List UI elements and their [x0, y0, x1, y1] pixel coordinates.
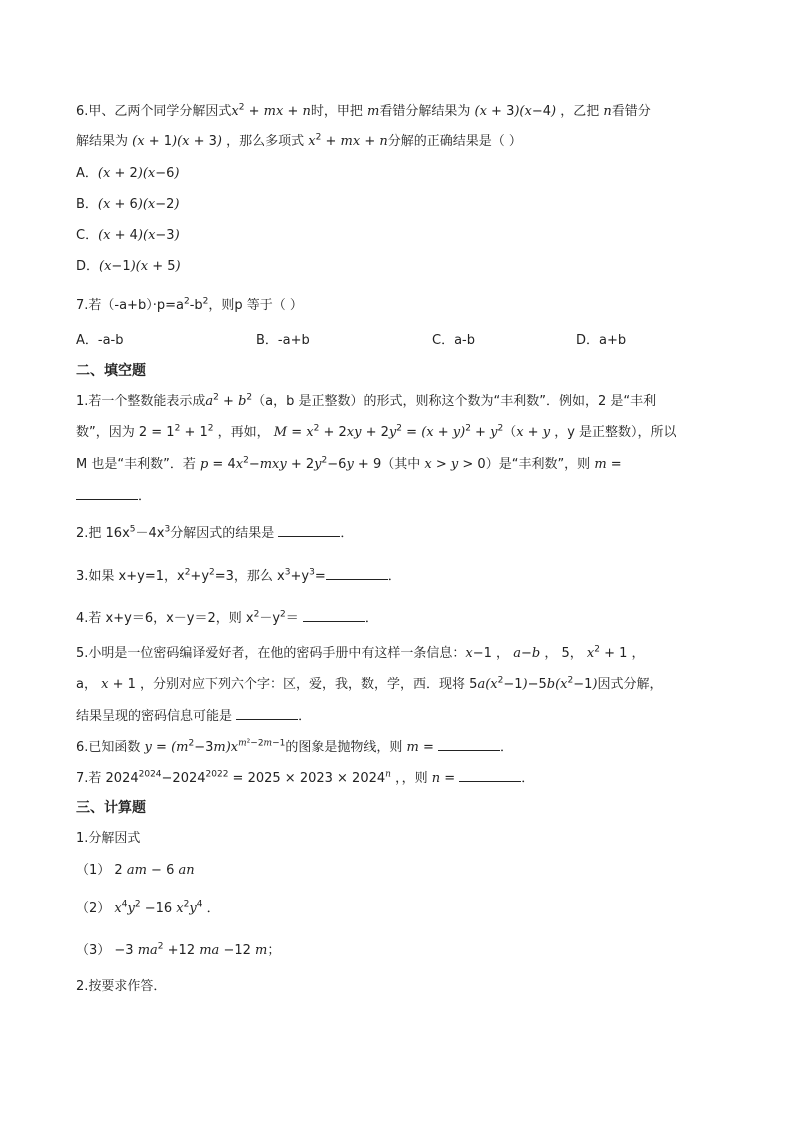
- s2-q1-line4: ．: [76, 486, 151, 507]
- answer-blank[interactable]: [303, 608, 365, 622]
- answer-blank[interactable]: [459, 768, 521, 782]
- s2-q3: 3.如果 x+y=1，$x^2+y^2=3$，那么 $x^3+y^3=$ ．: [76, 567, 401, 584]
- s3-q2: 2.按要求作答．: [76, 979, 167, 994]
- s3-q1-item2: （2） $x^4y^2 -16$ $x^2y^4$ ．: [76, 899, 220, 916]
- s2-q7: 7.若 $2024^{2024}-2024^{2022} = 2025 \times 2023 \times 2024^n$ ，，则 n = ．: [76, 769, 535, 786]
- s2-q1-line2: 数”，因为 $2 = 1^2 + 1^2$ ，再如， $M = x^2 + 2xy + 2y^2 = (x + y)^2 + y^2(x + y$ ，y 是正整数），所以: [76, 423, 677, 440]
- s2-q1-line1: 1.若一个整数能表示成$a^2 + b^2(a$，b 是正整数）的形式，则称这个数为“丰利数”．例如，2 是“丰利: [76, 392, 657, 409]
- q6-line1: 6.甲、乙两个同学分解因式$x^2$ + mx + n时，甲把 m看错分解结果为 (x + 3)(x−4) ，乙把 n看错分: [76, 102, 651, 119]
- s2-q6: 6.已知函数 $y = (m^2-3m)x^{m^2-2m-1}$的图象是抛物线，则 m = ．: [76, 738, 514, 755]
- q7-stem: 7.若$(-a+b)\cdot p=a^2-b^2$，则p 等于（ ）: [76, 296, 303, 313]
- s2-q1-line3: M 也是“丰利数”．若 $p = 4x^2-mxy + 2y^2-6y + 9$（其中 x > y > 0）是“丰利数”，则 m =: [76, 455, 622, 472]
- s2-q2: 2.把 $16x^5-4x^3$分解因式的结果是 ．: [76, 524, 354, 541]
- s2-q5-line3: 结果呈现的密码信息可能是 ．: [76, 706, 311, 727]
- answer-blank[interactable]: [438, 737, 500, 751]
- s3-q1-item1: （1） 2 am − 6 an: [76, 863, 195, 878]
- s2-q5-line2: a， x + 1 ，分别对应下列六个字：区，爱，我，数，学，西．现将 $5a(x^2-1)-5b(x^2-1)$因式分解，: [76, 675, 663, 692]
- q6-option-c: C．(x + 4)(x−3): [76, 228, 180, 243]
- answer-blank[interactable]: [278, 523, 340, 537]
- s2-q5-line1: 5.小明是一位密码编译爱好者，在他的密码手册中有这样一条信息：x−1 ， a−b ， 5， $x^2 + 1$ ，: [76, 644, 645, 661]
- s2-q4: 4.若 x+y＝6，x－y＝2，则 $x^2-y^2=$ ．: [76, 609, 378, 626]
- answer-blank[interactable]: [236, 706, 298, 720]
- q7-option-a: A．-a-b: [76, 333, 124, 348]
- q6-option-b: B．(x + 6)(x−2): [76, 197, 180, 212]
- q6-line2: 解结果为 (x + 1)(x + 3) ，那么多项式 $x^2$ + mx + n分解的正确结果是（ ）: [76, 132, 522, 149]
- q6-option-d: D．(x−1)(x + 5): [76, 259, 181, 274]
- section3-heading: 三、计算题: [76, 800, 146, 816]
- answer-blank[interactable]: [326, 566, 388, 580]
- answer-blank[interactable]: [76, 486, 138, 500]
- s3-q1-item3: （3） −3 $ma^2 +12$ ma −12 m；: [76, 941, 281, 958]
- q7-option-d: D．a+b: [576, 333, 627, 348]
- s3-q1: 1.分解因式: [76, 831, 141, 846]
- section2-heading: 二、填空题: [76, 363, 146, 379]
- q7-option-b: B．-a+b: [256, 333, 310, 348]
- q7-option-c: C．a-b: [432, 333, 475, 348]
- q6-option-a: A．(x + 2)(x−6): [76, 166, 180, 181]
